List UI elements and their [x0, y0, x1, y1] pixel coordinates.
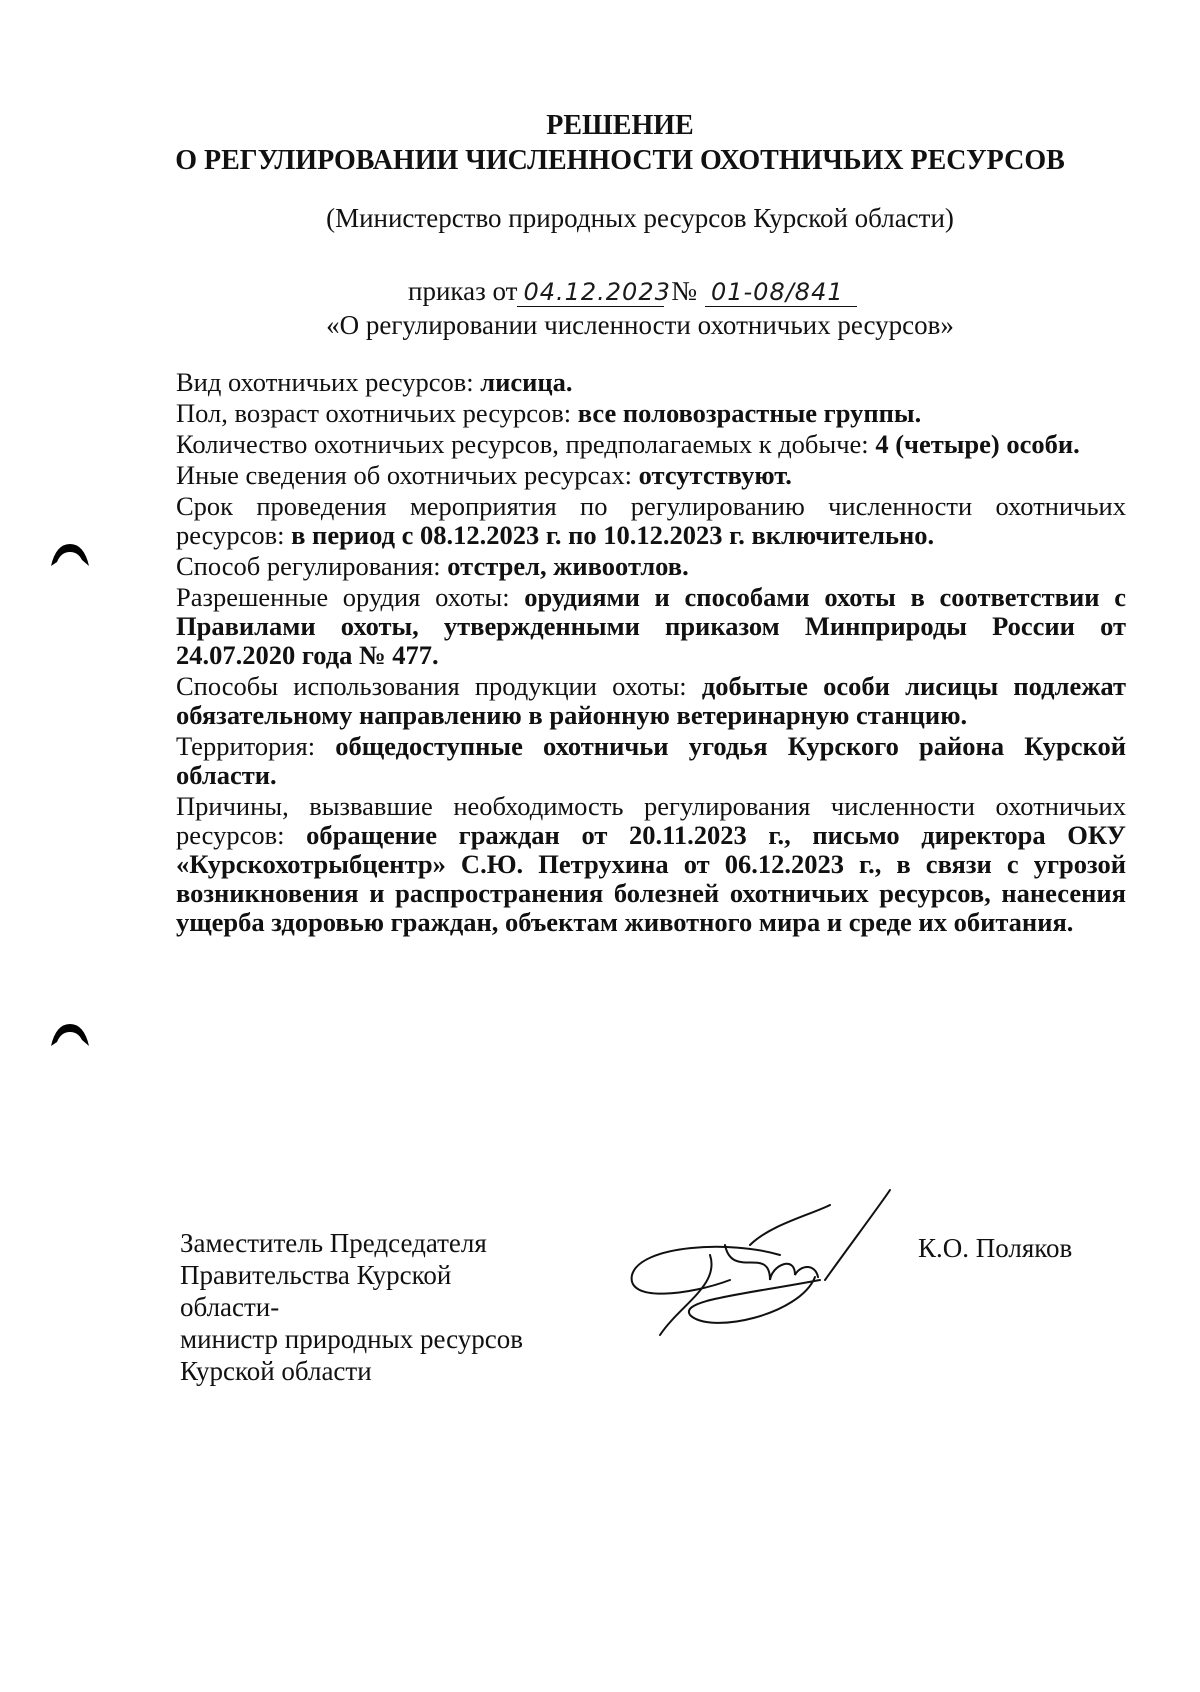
order-number-handwritten: 01-08/841: [705, 278, 857, 307]
punch-hole-mark: [48, 1020, 92, 1050]
handwritten-signature: [620, 1185, 950, 1345]
field-hunting-tools: Разрешенные орудия охоты: орудиями и способами охоты в соответствии с Правилами охоты, утвержденными приказом Минприроды России от 24.07.2020 года № 477.: [176, 582, 1126, 670]
decision-body: [176, 368, 1126, 939]
signatory-position: Заместитель Председателя Правительства Курской области- министр природных ресурсов Курской области: [180, 1228, 524, 1386]
field-period: Срок проведения мероприятия по регулированию численности охотничьих ресурсов: в период с 08.12.2023 г. по 10.12.2023 г. включительно.: [176, 491, 1126, 550]
issuing-authority: (Министерство природных ресурсов Курской области): [326, 203, 954, 233]
field-quantity: Количество охотничьих ресурсов, предполагаемых к добыче: 4 (четыре) особи.: [176, 429, 1080, 459]
field-method: Способ регулирования: отстрел, живоотлов.: [176, 551, 689, 581]
punch-hole-mark: [48, 540, 92, 570]
document-title: РЕШЕНИЕ: [546, 110, 694, 141]
order-title: «О регулировании численности охотничьих ресурсов»: [326, 310, 954, 340]
field-species: Вид охотничьих ресурсов: лисица.: [176, 367, 573, 397]
document-subtitle: О РЕГУЛИРОВАНИИ ЧИСЛЕННОСТИ ОХОТНИЧЬИХ РЕСУРСОВ: [175, 145, 1065, 176]
order-date-handwritten: 04.12.2023: [517, 278, 664, 307]
signatory-name: К.О. Поляков: [918, 1233, 1073, 1263]
order-reference: [408, 276, 857, 307]
order-number-sign: №: [671, 276, 697, 306]
field-reasons: Причины, вызвавшие необходимость регулирования численности охотничьих ресурсов: обращение граждан от 20.11.2023 г., письмо директора ОКУ «Курскохотрыбцентр» С.Ю. Петрухина от 06.12.2023 г., в связи с угрозой возникновения и распространения болезней охотничьих ресурсов, нанесения ущерба здоровью граждан, объектам животного мира и среде их обитания.: [176, 791, 1126, 937]
field-territory: Территория: общедоступные охотничьи угодья Курского района Курской области.: [176, 731, 1126, 790]
field-sex-age: Пол, возраст охотничьих ресурсов: все половозрастные группы.: [176, 398, 922, 428]
order-prefix: приказ от: [408, 276, 518, 306]
field-product-use: Способы использования продукции охоты: добытые особи лисицы подлежат обязательному направлению в районную ветеринарную станцию.: [176, 671, 1127, 730]
field-other-info: Иные сведения об охотничьих ресурсах: отсутствуют.: [176, 460, 792, 490]
